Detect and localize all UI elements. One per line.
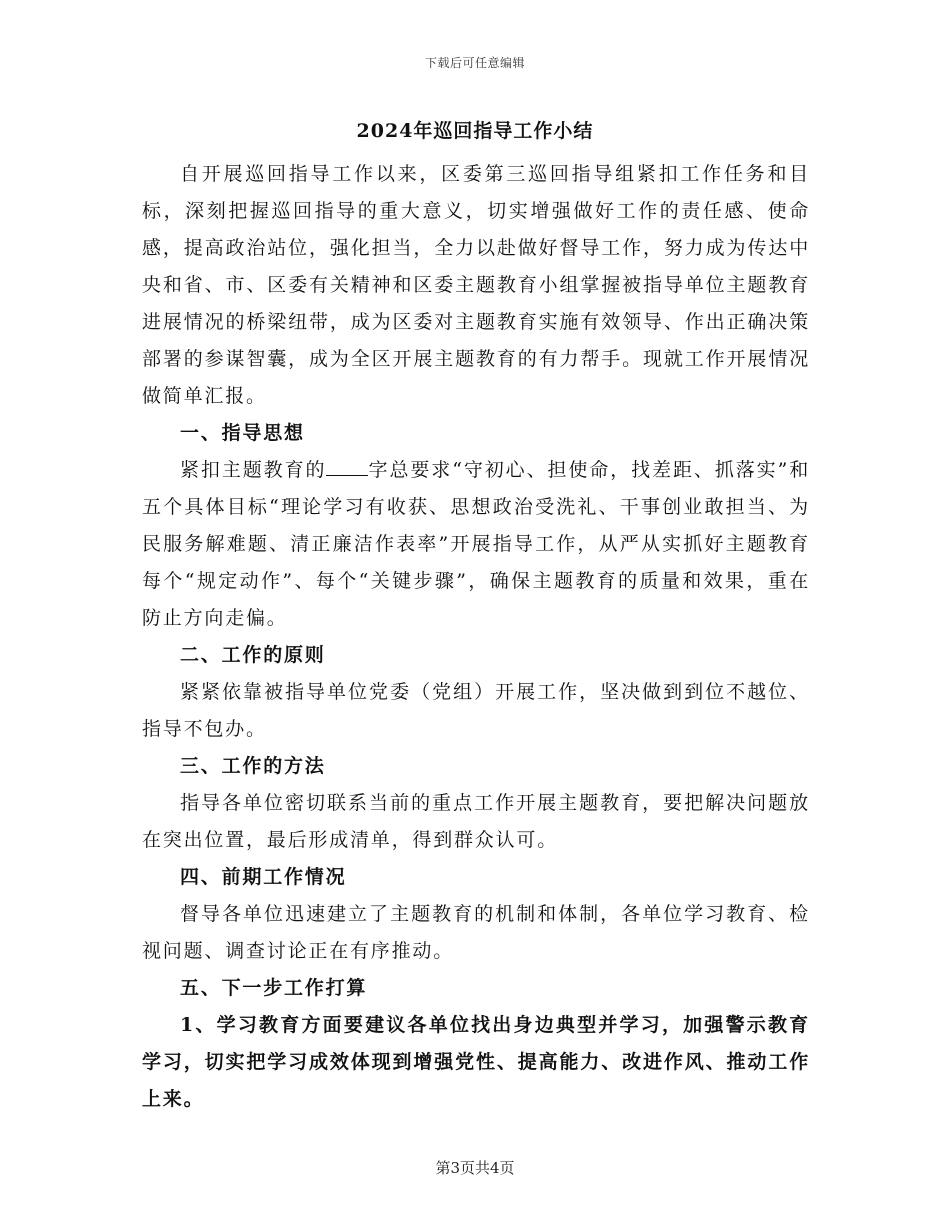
- section-heading-preliminary-work: 四、前期工作情况: [180, 866, 347, 888]
- section-paragraph-guiding-ideology: [142, 452, 810, 637]
- fill-in-blank: [326, 457, 368, 476]
- paragraph-text: 字总要求“守初心、担使命，找差距、抓落实”和五个具体目标“理论学习有收获、思想政治受洗礼、干事创业敢担当、为民服务解难题、清正廉洁作表率”开展指导工作，从严从实抓好主题教育每个“规定动作”、每个“关键步骤”，确保主题教育的质量和效果，重在防止方向走偏。: [142, 459, 810, 629]
- section-paragraph-next-steps: 1、学习教育方面要建议各单位找出身边典型并学习，加强警示教育学习，切实把学习成效体现到增强党性、提高能力、改进作风、推动工作上来。: [142, 1014, 810, 1110]
- document-title: 2024年巡回指导工作小结: [356, 120, 594, 142]
- section-paragraph-preliminary-work: 督导各单位迅速建立了主题教育的机制和体制，各单位学习教育、检视问题、调查讨论正在有序推动。: [142, 903, 810, 962]
- section-heading-guiding-ideology: 一、指导思想: [180, 422, 305, 444]
- section-paragraph-principles: 紧紧依靠被指导单位党委（党组）开展工作，坚决做到到位不越位、指导不包办。: [142, 681, 810, 740]
- section-heading-methods: 三、工作的方法: [180, 755, 326, 777]
- page-footer: 第3页共4页: [435, 1159, 515, 1177]
- section-heading-next-steps: 五、下一步工作打算: [180, 977, 368, 999]
- intro-paragraph: 自开展巡回指导工作以来，区委第三巡回指导组紧扣工作任务和目标，深刻把握巡回指导的重大意义，切实增强做好工作的责任感、使命感，提高政治站位，强化担当，全力以赴做好督导工作，努力成为传达中央和省、市、区委有关精神和区委主题教育小组掌握被指导单位主题教育进展情况的桥梁纽带，成为区委对主题教育实施有效领导、作出正确决策部署的参谋智囊，成为全区开展主题教育的有力帮手。现就工作开展情况做简单汇报。: [142, 163, 810, 407]
- paragraph-text: 紧扣主题教育的: [180, 459, 327, 481]
- document-body: [142, 156, 810, 1118]
- section-heading-principles: 二、工作的原则: [180, 644, 326, 666]
- section-paragraph-methods: 指导各单位密切联系当前的重点工作开展主题教育，要把解决问题放在突出位置，最后形成清单，得到群众认可。: [142, 792, 810, 851]
- header-note: 下载后可任意编辑: [424, 56, 525, 70]
